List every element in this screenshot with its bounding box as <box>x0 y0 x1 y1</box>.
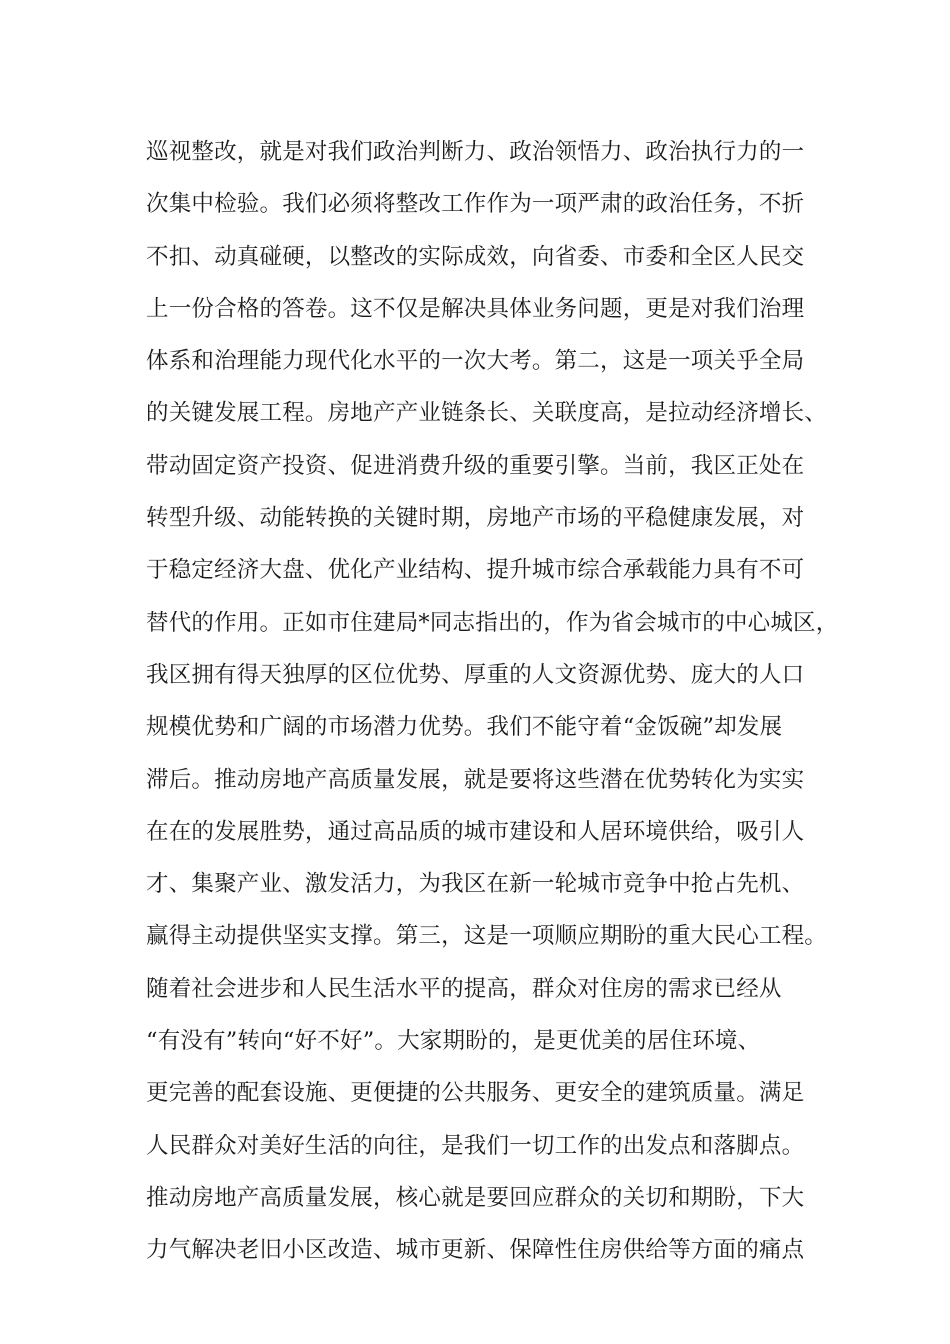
text-line: 赢得主动提供坚实支撑。第三，这是一项顺应期盼的重大民心工程。 <box>146 923 828 950</box>
text-line: 我区拥有得天独厚的区位优势、厚重的人文资源优势、庞大的人口 <box>146 661 805 688</box>
text-line: 次集中检验。我们必须将整改工作作为一项严肃的政治任务，不折 <box>146 191 805 218</box>
text-line: 不扣、动真碰硬，以整改的实际成效，向省委、市委和全区人民交 <box>146 243 805 270</box>
text-line: 随着社会进步和人民生活水平的提高，群众对住房的需求已经从 <box>146 975 782 1002</box>
text-line: 于稳定经济大盘、优化产业结构、提升城市综合承载能力具有不可 <box>146 557 805 584</box>
text-line: 规模优势和广阔的市场潜力优势。我们不能守着“金饭碗”却发展 <box>146 714 783 741</box>
text-line: 上一份合格的答卷。这不仅是解决具体业务问题，更是对我们治理 <box>146 295 805 322</box>
text-line: 推动房地产高质量发展，核心就是要回应群众的关切和期盼，下大 <box>146 1184 805 1211</box>
text-line: 带动固定资产投资、促进消费升级的重要引擎。当前，我区正处在 <box>146 452 805 479</box>
text-line: 巡视整改，就是对我们政治判断力、政治领悟力、政治执行力的一 <box>146 139 805 165</box>
text-line: 才、集聚产业、激发活力，为我区在新一轮城市竞争中抢占先机、 <box>146 871 805 898</box>
text-line: 体系和治理能力现代化水平的一次大考。第二，这是一项关乎全局 <box>146 348 805 375</box>
body-paragraph <box>146 126 839 1277</box>
text-line: 替代的作用。正如市住建局*同志指出的，作为省会城市的中心城区， <box>146 609 839 636</box>
text-line: 在在的发展胜势，通过高品质的城市建设和人居环境供给，吸引人 <box>146 818 805 845</box>
text-line: 更完善的配套设施、更便捷的公共服务、更安全的建筑质量。满足 <box>146 1080 805 1107</box>
text-line: 转型升级、动能转换的关键时期，房地产市场的平稳健康发展，对 <box>146 505 805 532</box>
text-line: 的关键发展工程。房地产产业链条长、关联度高，是拉动经济增长、 <box>146 400 828 427</box>
text-line: 力气解决老旧小区改造、城市更新、保障性住房供给等方面的痛点 <box>146 1237 805 1264</box>
text-line: 人民群众对美好生活的向往，是我们一切工作的出发点和落脚点。 <box>146 1132 805 1159</box>
text-line: 滞后。推动房地产高质量发展，就是要将这些潜在优势转化为实实 <box>146 766 805 793</box>
text-line: “有没有”转向“好不好”。大家期盼的，是更优美的居住环境、 <box>146 1028 761 1055</box>
